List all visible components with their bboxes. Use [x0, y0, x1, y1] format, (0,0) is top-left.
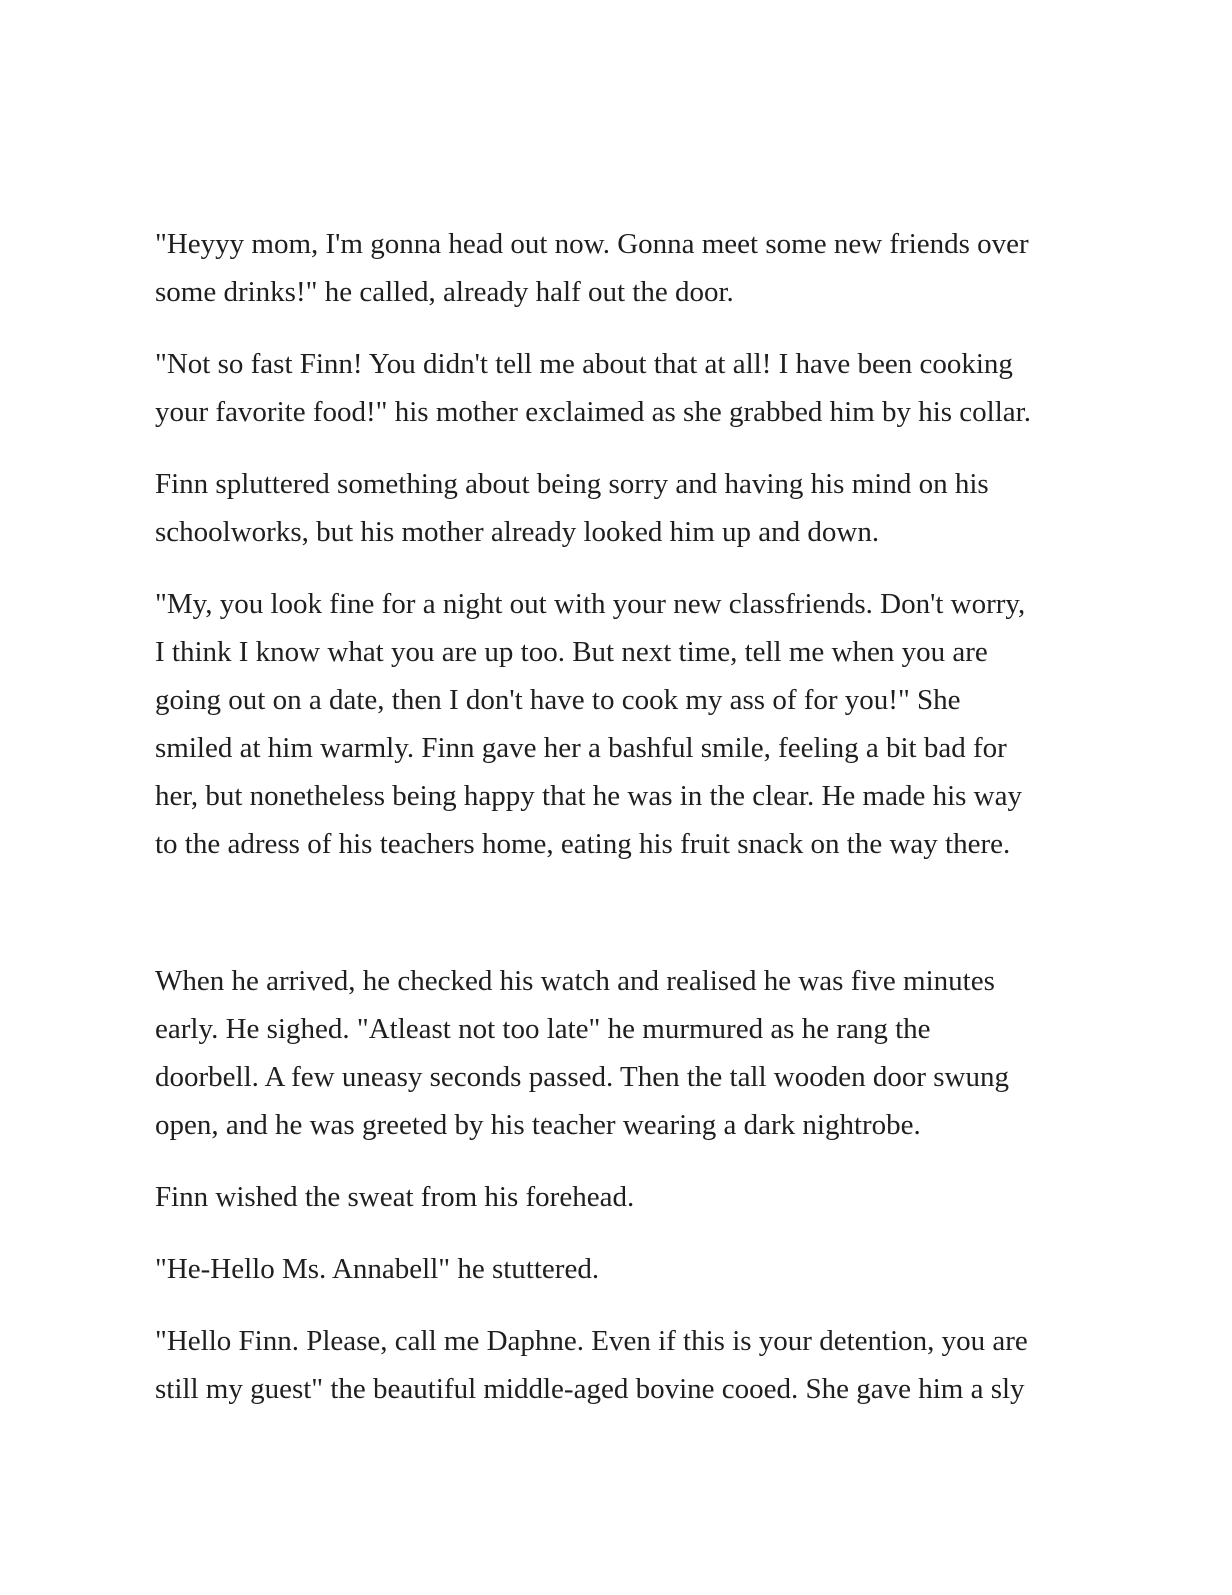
paragraph-4: [155, 580, 1075, 868]
paragraph-line: When he arrived, he checked his watch and realised he was five minutes: [155, 965, 995, 997]
paragraph-line: "He-Hello Ms. Annabell" he stuttered.: [155, 1253, 600, 1285]
paragraph-line: "Heyyy mom, I'm gonna head out now. Gonna meet some new friends over: [155, 228, 1029, 260]
paragraph-line: schoolworks, but his mother already looked him up and down.: [155, 516, 880, 548]
paragraph-line: Finn wished the sweat from his forehead.: [155, 1181, 635, 1213]
paragraph-line: Finn spluttered something about being sorry and having his mind on his: [155, 468, 989, 500]
paragraph-5: [155, 957, 1075, 1149]
paragraph-8: [155, 1317, 1075, 1413]
paragraph-line: going out on a date, then I don't have to cook my ass of for you!" She: [155, 684, 961, 716]
paragraph-1: [155, 220, 1075, 316]
paragraph-2: [155, 340, 1075, 436]
paragraph-line: open, and he was greeted by his teacher wearing a dark nightrobe.: [155, 1109, 921, 1141]
text-section-2: [155, 957, 1075, 1413]
paragraph-6: [155, 1173, 1075, 1221]
paragraph-line: to the adress of his teachers home, eating his fruit snack on the way there.: [155, 828, 1011, 860]
paragraph-line: early. He sighed. "Atleast not too late" he murmured as he rang the: [155, 1013, 931, 1045]
paragraph-line: smiled at him warmly. Finn gave her a bashful smile, feeling a bit bad for: [155, 732, 1007, 764]
paragraph-line: doorbell. A few uneasy seconds passed. Then the tall wooden door swung: [155, 1061, 1009, 1093]
paragraph-line: "Hello Finn. Please, call me Daphne. Even if this is your detention, you are: [155, 1325, 1028, 1357]
paragraph-line: some drinks!" he called, already half out the door.: [155, 276, 734, 308]
paragraph-line: your favorite food!" his mother exclaimed as she grabbed him by his collar.: [155, 396, 1031, 428]
paragraph-7: [155, 1245, 1075, 1293]
paragraph-line: I think I know what you are up too. But next time, tell me when you are: [155, 636, 988, 668]
text-section-1: [155, 220, 1075, 868]
paragraph-line: still my guest" the beautiful middle-aged bovine cooed. She gave him a sly: [155, 1373, 1025, 1405]
paragraph-line: "Not so fast Finn! You didn't tell me about that at all! I have been cooking: [155, 348, 1013, 380]
paragraph-line: "My, you look fine for a night out with your new classfriends. Don't worry,: [155, 588, 1026, 620]
paragraph-3: [155, 460, 1075, 556]
paragraph-line: her, but nonetheless being happy that he was in the clear. He made his way: [155, 780, 1022, 812]
